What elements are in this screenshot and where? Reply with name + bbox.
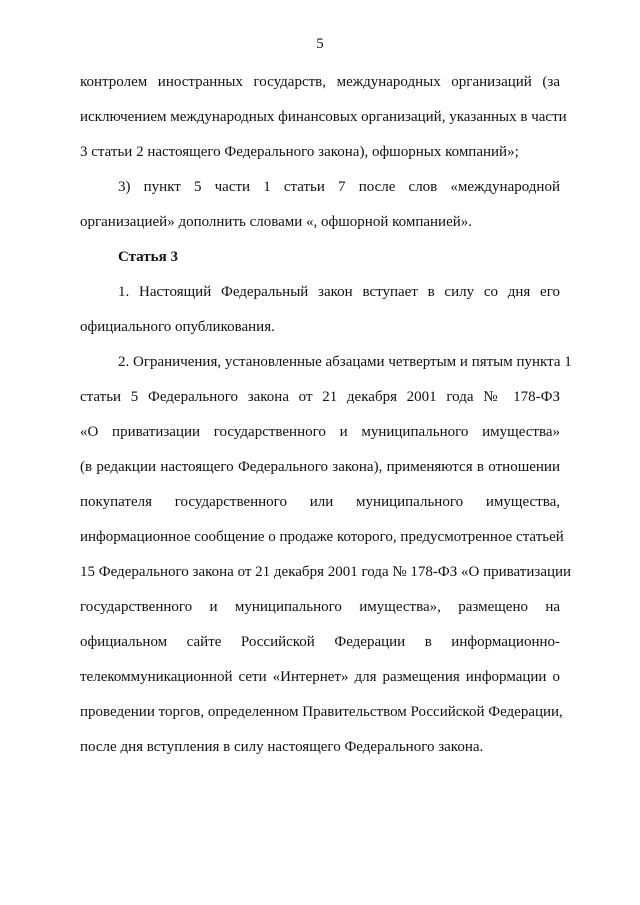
page-number: 5 <box>316 36 324 52</box>
text-line-20: после дня вступления в силу настоящего Федерального закона. <box>80 739 484 755</box>
text-line-18: телекоммуникационной сети «Интернет» для размещения информации о <box>80 669 560 685</box>
text-line-13: покупателя государственного или муниципального имущества, <box>80 494 560 510</box>
article-heading: Статья 3 <box>118 249 178 265</box>
text-line-14: информационное сообщение о продаже которого, предусмотренное статьей <box>80 529 564 545</box>
text-line-8: официального опубликования. <box>80 319 275 335</box>
text-line-5: организацией» дополнить словами «, офшорной компанией». <box>80 214 473 230</box>
text-line-9: 2. Ограничения, установленные абзацами четвертым и пятым пункта 1 <box>118 354 572 370</box>
text-line-16: государственного и муниципального имущества», размещено на <box>80 599 560 615</box>
text-line-15: 15 Федерального закона от 21 декабря 2001 года № 178-ФЗ «О приватизации <box>80 564 572 580</box>
text-line-10: статьи 5 Федерального закона от 21 декабря 2001 года № 178-ФЗ <box>80 389 560 405</box>
text-line-1: контролем иностранных государств, международных организаций (за <box>80 74 560 90</box>
text-line-12: (в редакции настоящего Федерального закона), применяются в отношении <box>80 459 560 475</box>
text-line-3: 3 статьи 2 настоящего Федерального закона), офшорных компаний»; <box>80 144 519 160</box>
text-line-2: исключением международных финансовых организаций, указанных в части <box>80 109 567 125</box>
text-line-17: официальном сайте Российской Федерации в информационно- <box>80 634 560 650</box>
text-line-11: «О приватизации государственного и муниципального имущества» <box>80 424 560 440</box>
text-line-7: 1. Настоящий Федеральный закон вступает в силу со дня его <box>118 284 560 300</box>
text-line-4: 3) пункт 5 части 1 статьи 7 после слов «международной <box>118 179 560 195</box>
text-line-19: проведении торгов, определенном Правительством Российской Федерации, <box>80 704 563 720</box>
